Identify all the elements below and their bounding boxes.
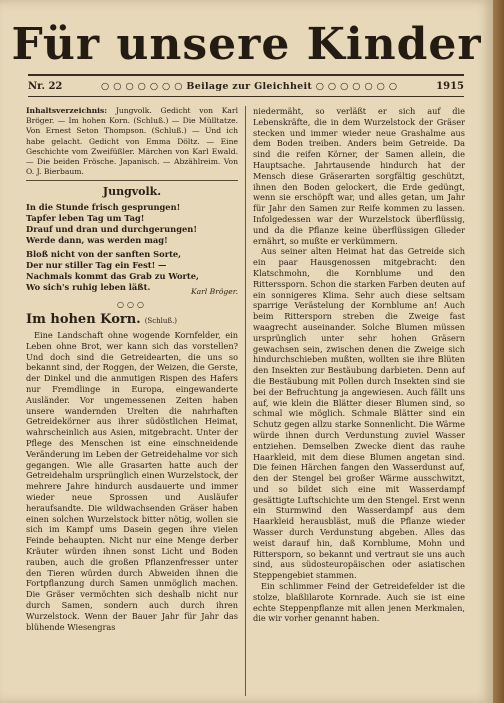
article-title-text: Im hohen Korn. (26, 312, 141, 328)
contents-text: Jungvolk. Gedicht von Karl Bröger. — Im hohen Korn. (Schluß.) — Die Mülltatze. Von Ernest Seton Thompson. (Schluß.) — Und ich habe gelacht. Gedicht von Emma Döltz. — Eine Geschichte vom Zweifüßler. Märchen von Karl Ewald. — Die beiden Frösche. Japanisch. — Abzählreim. Von O. J. Bierbaum. (26, 106, 238, 177)
poem-title: Jungvolk. (102, 185, 162, 199)
article-title (26, 312, 238, 328)
poem-author: Karl Bröger. (190, 286, 238, 296)
issue-number: Nr. 22 (28, 80, 63, 92)
article-paragraph: Aus seiner alten Heimat hat das Getreide sich ein paar Hausgenossen mitgebracht: den Klatschmohn, die Kornblume und den Ritterssporn. Schon die starken Farben deuten auf ein sonnigeres Klima. Sehr auch diese seltsam sparrige Verästelung der Kornblume an! Auch beim Rittersporn streben die Zweige fast waagrecht auseinander. Solche Blumen müssen ursprünglich unter sehr hohen Gräsern gewachsen sein, zwischen denen die Zweige sich hindurchschieben mußten, wollten sie ihre Blüten den Insekten zur Bestäubung darbieten. Denn auf die Bestäubung mit Pollen durch Insekten sind sie bei der Befruchtung ja angewiesen. Auch fällt uns auf, wie klein die Blätter dieser Blumen sind, so schmal wie möglich. Schmale Blätter sind ein Schutz gegen allzu starke Sonnenlicht. Die Wärme würde ihnen durch Verdunstung zuviel Wasser entziehen. Demselben Zwecke dient das rauhe Haarkleid, mit dem diese Blumen angetan sind. Die feinen Härchen fangen den Wasserdunst auf, den der Stengel bei großer Wärme ausschwitzt, und so bildet sich eine mit Wasserdampf gesättigte Luftschichte um den Stengel. Erst wenn ein Sturmwind den Wasserdampf aus dem Haarkleid herausbläst, muß die Pflanze wieder Wasser durch Verdunstung abgeben. Alles das weist darauf hin, daß Kornblume, Mohn und Rittersporn, so bekannt und vertraut sie uns auch sind, aus südosteuropäischen oder asiatischen Steppengebiet stammen. (253, 246, 465, 581)
issue-bar (28, 74, 464, 97)
poem-line: Der nur stiller Tag ein Fest! — (26, 260, 167, 271)
poem-line: Drauf und dran und durchgerungen! (26, 223, 197, 234)
table-of-contents (26, 106, 238, 177)
article-paragraph: Eine Landschaft ohne wogende Kornfelder, ein Leben ohne Brot, wer kann sich das vorstellen? Und doch sind die Getreidearten, die uns so bekannt sind, der Roggen, der Weizen, die Gerste, der Dinkel und die anmutigen Rispen des Hafers nur Fremdlinge in Europa, eingewanderte Ausländer. Vor ungemessenen Zeiten haben unsere wandernden Urelten die nahrhaften Getreidekörner aus ihrer südöstlichen Heimat, wahrscheinlich aus Asien, mitgebracht. Unter der Pflege des Menschen ist eine einschneidende Veränderung im Leben der Getreidehalme vor sich gegangen. Wie alle Grasarten hatte auch der Getreidehalm ursprünglich einen Wurzelstock, der mehrere Jahre hindurch ausdauerte und immer wieder neue Sprossen und Ausläufer heraufsandte. Die wildwachsenden Gräser haben einen solchen Wurzelstock bitter nötig, wollen sie sich im Kampf ums Dasein gegen ihre vielen Feinde behaupten. Nicht nur eine Menge derber Kräuter würden ihnen sonst Licht und Boden rauben, auch die großen Pflanzenfresser unter den Tieren würden durch Abweiden ihnen die Fortpflanzung durch Samen unmöglich machen. Die Gräser vermöchten sich deshalb nicht nur durch Samen, sondern auch durch ihren Wurzelstock. Wenn der Bauer Jahr für Jahr das blühende Wiesengras (26, 329, 238, 632)
article-paragraph: Ein schlimmer Feind der Getreidefelder ist die stolze, blaßlilarote Kornrade. Auch sie ist eine echte Steppenpflanze mit allen jenen Merkmalen, die wir vorher genannt haben. (253, 581, 465, 624)
poem-line: Nachmals kommt das Grab zu Worte, (26, 271, 199, 281)
column-rule (245, 106, 246, 696)
poem (26, 187, 238, 311)
article-note: (Schluß.) (144, 317, 178, 326)
supplement-label: ○ ○ ○ ○ ○ ○ ○ Beilage zur Gleichheit ○ ○ ○ ○ ○ ○ ○ (101, 80, 398, 92)
poem-stanza-1 (26, 202, 238, 245)
poem-line: Bloß nicht von der sanften Sorte, (26, 249, 182, 260)
article-paragraph: niedermäht, so verläßt er sich auf die Lebenskräfte, die in dem Wurzelstock der Gräser stecken und immer wieder neue Grashalme aus dem Boden treiben. Anders beim Getreide. Da sind die reifen Körner, der Samen allein, die Hauptsache. Jahrtausende hindurch hat der Mensch diese Gräserarten sorgfältig geschützt, ihnen den Boden gelockert, die Erde gedüngt, wenn sie erschöpft war, und alles getan, um Jahr für Jahr den Samen zur Reife kommen zu lassen. Infolgedessen war der Wurzelstock überflüssig, und da die Pflanze keine überflüssigen Glieder ernährt, so mußte er verkümmern. (253, 106, 465, 246)
ornament-separator: ○○○ (117, 300, 147, 310)
poem-line: Werde dann, was werden mag! (26, 234, 168, 245)
book-edge (493, 0, 504, 703)
masthead-title: Für unsere Kinder (11, 19, 482, 70)
issue-year: 1915 (436, 80, 464, 92)
contents-label: Inhaltsverzeichnis: (26, 106, 108, 115)
right-column (253, 106, 465, 696)
left-column (26, 106, 238, 696)
poem-line: Tapfer leben Tag um Tag! (26, 213, 145, 224)
poem-line: In die Stunde frisch gesprungen! (26, 202, 181, 213)
poem-line: Wo sich's ruhig leben läßt. (26, 281, 151, 292)
section-divider (26, 180, 238, 181)
article-columns (26, 106, 466, 696)
